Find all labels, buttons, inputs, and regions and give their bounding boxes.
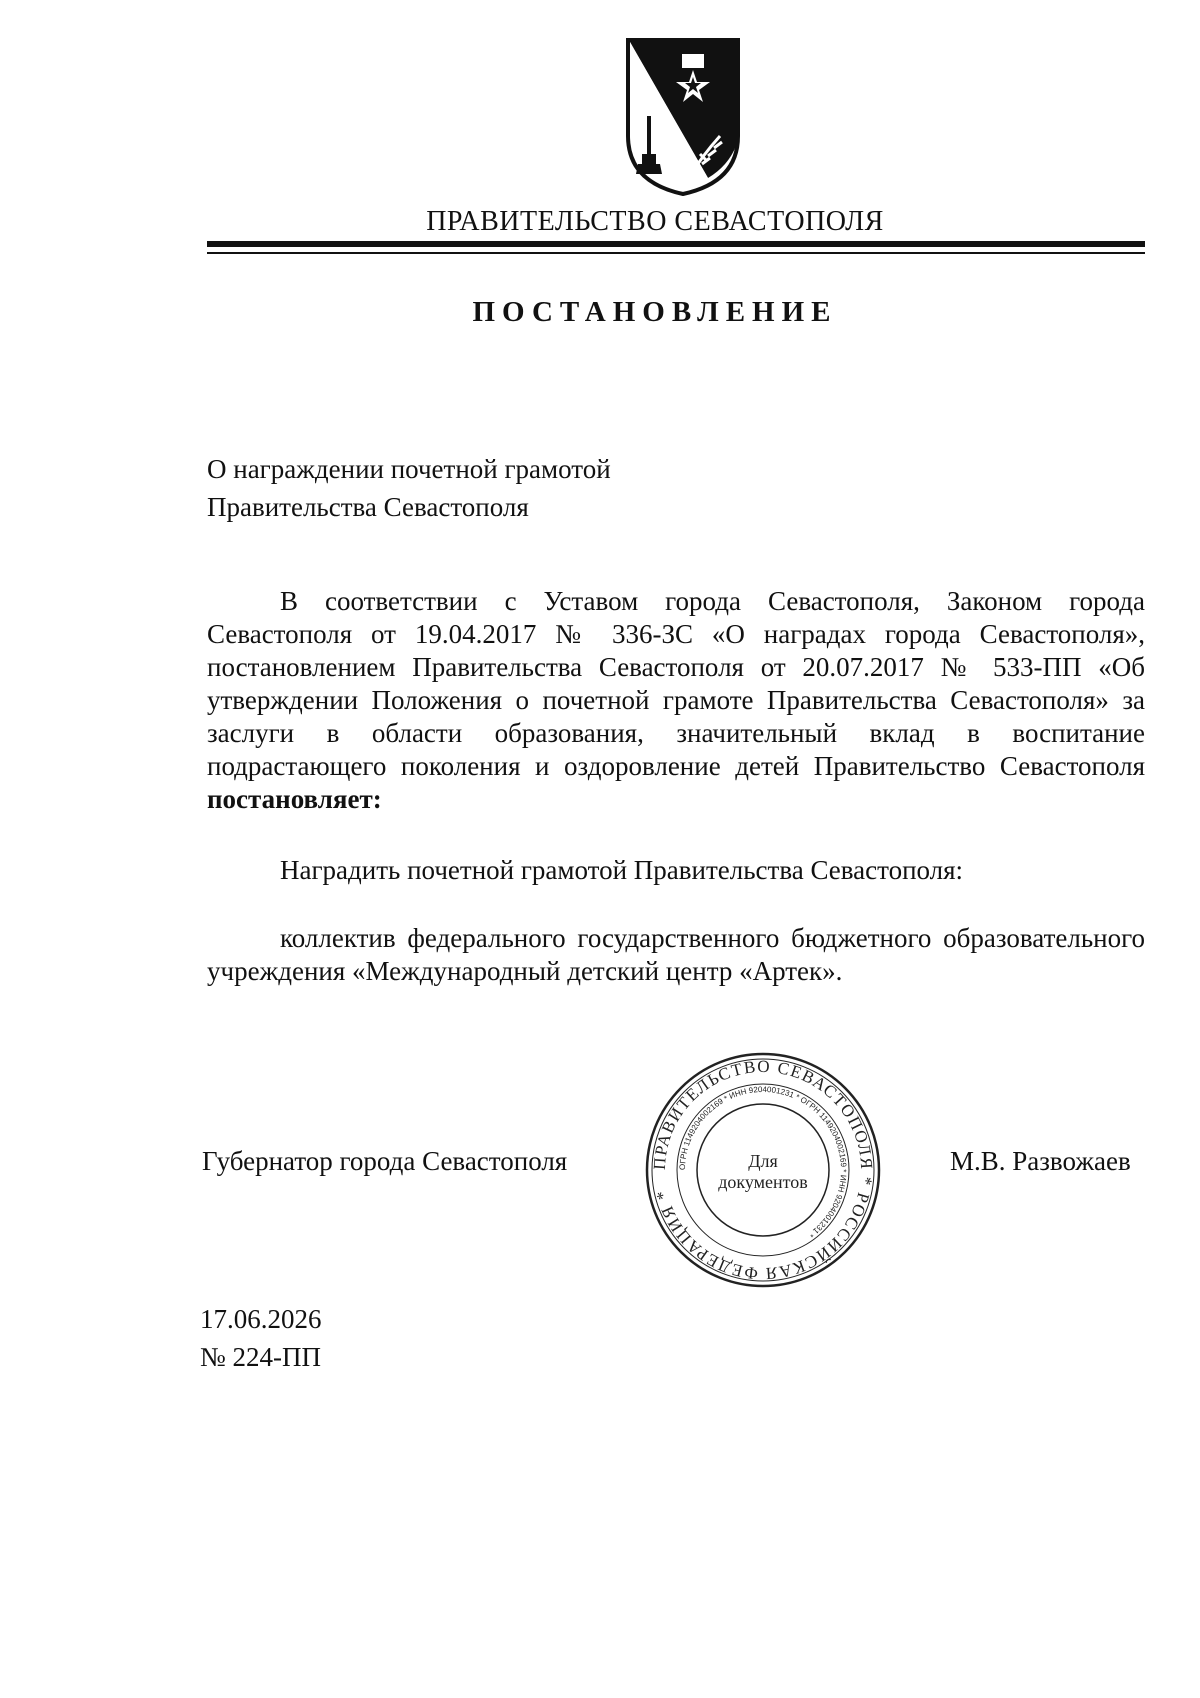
government-title: ПРАВИТЕЛЬСТВО СЕВАСТОПОЛЯ <box>426 206 884 237</box>
official-seal-stamp <box>643 1050 883 1290</box>
document-date: 17.06.2026 <box>200 1304 322 1334</box>
document-date-number <box>200 1300 322 1376</box>
header-rule-thick <box>207 241 1145 247</box>
document-number: № 224-ПП <box>200 1342 321 1372</box>
recipient-text: коллектив федерального государственного бюджетного образовательного учреждения «Международный детский центр «Артек». <box>207 923 1145 986</box>
award-paragraph <box>207 854 1145 887</box>
stamp-center-line-1: Для <box>748 1151 778 1171</box>
signatory-name: М.В. Развожаев <box>950 1146 1131 1176</box>
award-line: Наградить почетной грамотой Правительства Севастополя: <box>280 855 964 885</box>
main-paragraph-text: В соответствии с Уставом города Севастополя, Законом города Севастополя от 19.04.2017 № 336-ЗС «О наградах города Севастополя», постановлением Правительства Севастополя от 20.07.2017 № 533-ПП «Об утверждении Положения о почетной грамоте Правительства Севастополя» за заслуги в области образования, значительный вклад в воспитание подрастающего поколения и оздоровление детей Правительство Севастополя <box>207 586 1145 781</box>
signature-block <box>0 1146 1200 1186</box>
stamp-inner-text: ОГРН 1149204002169 * ИНН 9204001231 * ОГРН 1149204002169 * ИНН 9204001231 * <box>677 1084 849 1240</box>
signatory-position: Губернатор города Севастополя <box>202 1146 568 1176</box>
subject-line-1: О награждении почетной грамотой <box>207 454 611 484</box>
stamp-center-line-2: документов <box>718 1172 808 1192</box>
header-rule-thin <box>207 252 1145 254</box>
main-paragraph <box>207 585 1145 816</box>
document-type-title: ПОСТАНОВЛЕНИЕ <box>472 296 838 328</box>
document-subject <box>207 450 807 526</box>
stamp-outer-text: ПРАВИТЕЛЬСТВО СЕВАСТОПОЛЯ * РОССИЙСКАЯ ФЕДЕРАЦИЯ * <box>649 1056 877 1284</box>
sevastopol-coat-of-arms-icon <box>622 36 744 196</box>
recipient-paragraph <box>207 922 1145 988</box>
main-paragraph-bold: постановляет: <box>207 784 382 814</box>
subject-line-2: Правительства Севастополя <box>207 492 529 522</box>
